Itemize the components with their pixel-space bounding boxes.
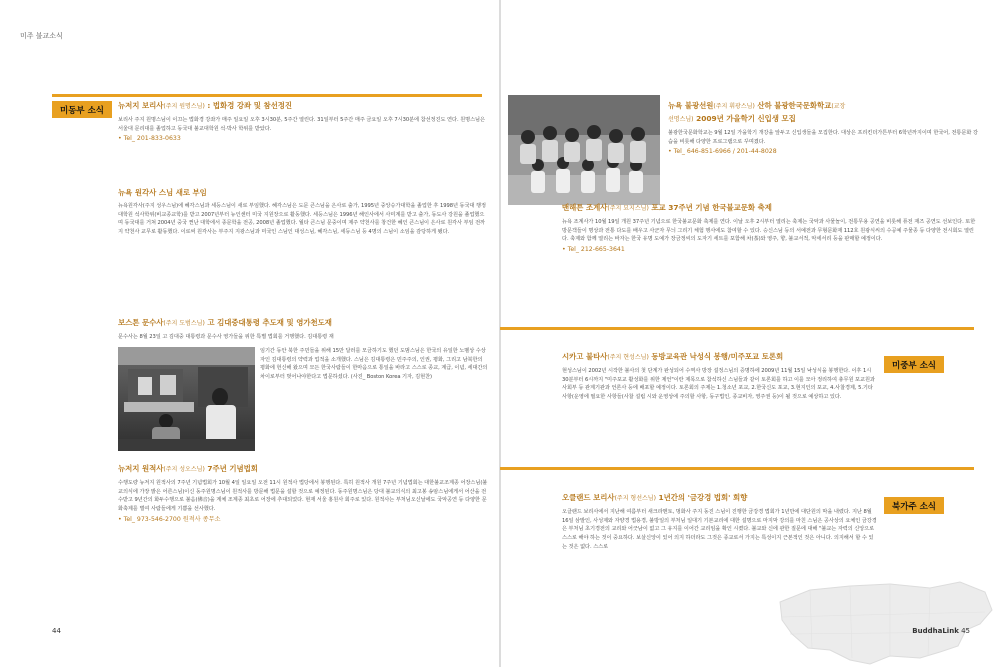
article-title: 뉴저지 원적사(주지 성오스님) 7주년 기념법회 bbox=[118, 464, 258, 473]
article-newjersey-borisa bbox=[118, 101, 488, 143]
article-tel: • Tel_ 973-546-2700 원적사 종무소 bbox=[118, 515, 221, 523]
article-body: 현성스님이 2002년 시작한 불사의 첫 단계가 완성되어 수역사 방장 설정스님의 증명하에 2009년 11월 15일 낙성식을 봉행한다. 이후 1시30분부터 6시까지 "미주포교 활성화를 위한 제언"이란 제목으로 참석하신 스님들과 같이 토론회를 하고 이를 모아 정리하여 총무원 포교원과 사회부 등 관계기관과 언론사 등에 배포할 예정이다. 토론회의 주제는 1.청소년 포교, 2.한국신도 포교, 3.현지인의 포교, 4.사찰경제, 5.기타 사항(운영에 필요한 사항들(사찰 설립 시와 운영상에 주의할 사항, 동구법인, 종교비자, 영주권 등)이 될 것으로 예상하고 있다. bbox=[562, 368, 875, 401]
korean-school-students-photo bbox=[508, 95, 660, 205]
page-spine bbox=[499, 0, 501, 667]
article-title: 뉴욕 불광선원(주지 휘광스님) 산하 불광한국문화학교(교장 bbox=[668, 101, 846, 110]
us-map-watermark bbox=[770, 572, 1000, 667]
article-newyork-wongaksa bbox=[118, 188, 488, 237]
article-body: 보리사 주지 원명스님이 이끄는 법화경 강좌가 매주 일요일 오후 3시30분, 5주간 열린다. 31일부터 5주간 매주 금요일 오후 7시30분에 참선정진도 연다. 원명스님은 서울대 문리대를 졸업하고 동국대 불교대학원 석·박사 학위를 받았다. bbox=[118, 117, 485, 132]
article-body: 수행도량 뉴저지 원적사의 7주년 기념법회가 10월 4일 일요일 오전 11시 원적사 법당에서 봉행된다. 특히 원적사 개원 7주년 기념법회는 대한불교조계종 어장스님(불교의식에 가장 밝은 어른스님)이신 동주원명스님이 원적사를 방문해 법문을 설할 것으로 예정된다. 동주원명스님은 당대 불교의식의 최고봉 송암스님에게서 어산을 전수받고 9년간의 화두수행으로 불음(佛音)을 계체 조계종 최초로 어장에 추대되었다. 현재 서울 홍원사 회주로 있다. 원적사는 부처님오신날에도 국악공연 등 다양한 문화축제를 벌여 사람들에게 기쁨을 선사했다. bbox=[118, 480, 488, 513]
article-body: 뉴욕원각사(주지 성우스님)에 혜각스님과 세등스님이 새로 부임했다. 혜각스님은 도문 큰스님을 은사로 출가, 1995년 중앙승가대학을 졸업한 후 1998년 동국대 행정대학원 석사학위(비교종교학)를 받고 2007년부터 뉴인센터 미국 지원장으로 활동했다. 세등스님은 1996년 해인사에서 사미계를 받고 출가, 동도사 강원을 졸업했으며 동국대를 거쳐 2004년 중국 쩐난 대학에서 종문학을 전공, 2008년 졸업했다. 월타 큰스님 문중이며 제주 약천사를 창건한 혜인 큰스님이 은사로 원각사 부임 전까지 약천사 교무로 활동했다. 이로써 원각사는 부주지 지광스님과 미국인 스님인 대성스님, 혜각스님, 세등스님 등 4명의 스님이 소임을 감당하게 됐다. bbox=[118, 203, 486, 236]
article-title: 맨해튼 조계사(주지 묘지스님) 포교 37주년 기념 한국불교문화 축제 bbox=[562, 203, 772, 212]
page-number-right: 45 bbox=[961, 627, 970, 635]
section-badge-central: 미중부 소식 bbox=[884, 356, 944, 373]
article-title-line2: 선명스님) 2009년 가을학기 신입생 모집 bbox=[668, 114, 796, 123]
article-newjersey-wonjeoksa bbox=[118, 464, 488, 524]
article-title: 보스톤 문수사(주지 도범스님) 고 김대중대통령 추도재 및 영가천도재 bbox=[118, 318, 332, 327]
article-tel: • Tel_ 646-851-6966 / 201-44-8028 bbox=[668, 148, 777, 156]
article-boston-munsusa-body bbox=[260, 347, 488, 382]
article-title: 시카고 불타사(주지 현성스님) 동방교육관 낙성식 봉행/미주포교 토론회 bbox=[562, 352, 784, 361]
article-manhattan-jogyesa bbox=[562, 203, 980, 254]
right-section-rule-1 bbox=[500, 327, 974, 330]
article-title: 뉴욕 원각사 스님 새로 부임 bbox=[118, 188, 207, 197]
article-body: 임기간 동안 북한 주민들을 위해 15만 달러를 모금하기도 했던 도범스님은 한국의 유일한 노벨상 수상자인 김대통령의 약력과 업적을 소개했다. 스님은 김대통령은 민주주의, 인권, 평화, 그리고 남북한의 평화에 헌신해 왔으며 모든 한국사람들이 한마음으로 통일을 바라고 스스로 종교, 계급, 이념, 세대간의 차이로부터 벗어나야한다고 법문하셨다. (사진_ Boston Korea 기자, 김현찬) bbox=[260, 348, 488, 381]
memorial-service-photo bbox=[118, 347, 255, 451]
article-chicago-bultasa bbox=[562, 352, 877, 402]
right-section-rule-2 bbox=[500, 467, 974, 470]
article-title: 뉴저지 보리사(주지 원명스님) : 법화경 강좌 및 참선정진 bbox=[118, 101, 293, 110]
page-number-left: 44 bbox=[52, 627, 61, 635]
footer-brand: BuddhaLink 45 bbox=[912, 627, 970, 635]
article-title: 오클랜드 보리사(주지 형선스님) 1년간의 '금강경 법회' 회향 bbox=[562, 493, 748, 502]
article-boston-munsusa bbox=[118, 318, 488, 342]
article-body: 뉴욕 조계사가 10월 19일 개원 37주년 기념으로 한국불교문화 축제를 연다. 이날 오후 2시부터 열리는 축제는 국악과 사물놀이, 전통무용 공연을 비롯해 퓨전 재즈 공연도 선보인다. 또한 방문객들이 명상과 전통 다도를 배우고 사군자 무늬 그리기 체험 행사에도 참여할 수 있다. 승신스님 등의 서예전과 무형문화재 112호 원광식씨의 수공예 주물종 등 다양한 전시회도 열린다. 축제와 함께 열리는 바자는 한국 유명 도예가 장금정씨의 도자기 세트를 포함해 차(茶)와 영주, 향, 불교서적, 악세서리 등을 판매할 예정이다. bbox=[562, 219, 976, 243]
article-tel: • Tel_ 201-833-0633 bbox=[118, 135, 181, 143]
section-badge-northern-california: 북가주 소식 bbox=[884, 497, 944, 514]
article-oakland-borisa bbox=[562, 493, 877, 552]
article-tel: • Tel_ 212-665-3641 bbox=[562, 246, 625, 254]
article-newyork-bulgwang bbox=[668, 101, 980, 156]
article-body: 불광한국문화학교는 9월 12일 가을학기 개강을 앞두고 신입생들을 모집한다. 대상은 프리킨더가튼부터 6학년까지이며 한국어, 전통문화 강습을 비롯해 다양한 프로그램으로 꾸며졌다. bbox=[668, 130, 978, 145]
section-badge-east: 미동부 소식 bbox=[52, 101, 112, 118]
left-section-rule bbox=[52, 94, 482, 97]
article-lead: 문수사는 8월 23일 고 김대중 대통령과 문수사 영가들을 위한 특별 법회를 거행했다. 김대통령 재 bbox=[118, 334, 334, 340]
running-header: 미주 불교소식 bbox=[20, 32, 63, 40]
article-body: 오클랜드 보리사에서 지난해 여름부터 새크라멘토, 멍화사 주지 동진 스님이 진행한 금강경 법회가 1년만에 대단원의 막을 내렸다. 지난 8월 16일 삼발인, 사성제와 자양경 법용경, 불방일의 부처님 일대기 기본교리에 대한 설명으로 마지막 강의를 마친 스님은 공사상의 요체인 금강경은 부처님 초기경전의 교리와 어긋남이 없고 그 유지를 이어간 교리임을 확인 시켰다. 불교와 신에 관한 질문에 대해 "불교는 자력의 신앙으로 스스로 해야 하는 것이 중요하다. 보살신앙이 있어 의지 하더라도 그것은 종교로서 가지는 특성이지 근본적인 것은 아니다. 의지해서 할 수 있는 것은 없다. 스스로 bbox=[562, 509, 877, 550]
